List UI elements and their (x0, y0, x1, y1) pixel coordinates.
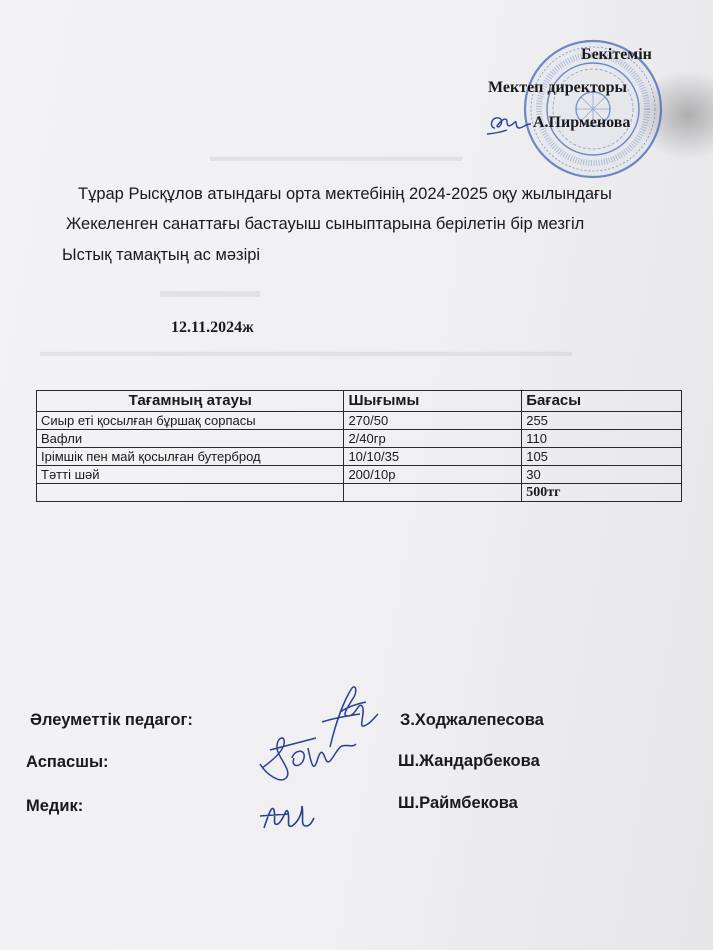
approval-label: Бекітемін (581, 46, 652, 63)
table-total-row (37, 484, 682, 502)
dish-yield: 2/40гр (344, 430, 522, 448)
dish-name: Тәтті шәй (37, 466, 344, 484)
title-line-3: Ыстық тамақтың ас мәзірі (62, 246, 261, 264)
signer-role-cook: Аспасшы: (26, 753, 109, 771)
signer-name-social-pedagogue: З.Ходжалепесова (400, 711, 544, 729)
title-line-1: Тұрар Рысқұлов атындағы орта мектебінің 2024-2025 оқу жылындағы (78, 185, 612, 203)
table-row (37, 412, 682, 430)
director-name: А.Пирменова (533, 114, 631, 131)
dish-name: Сиыр еті қосылған бұршақ сорпасы (37, 412, 344, 430)
empty-cell (344, 484, 522, 502)
bleed-through: ▬▬▬▬▬▬▬▬▬▬▬▬▬▬▬▬▬▬▬▬▬▬▬▬▬▬▬▬▬▬▬▬▬▬▬▬▬▬ (40, 345, 572, 360)
empty-cell (37, 484, 344, 502)
column-header-dish: Тағамның атауы (37, 391, 344, 412)
bleed-through: ▬▬▬▬▬▬▬▬▬▬▬▬▬▬▬▬▬▬ (210, 150, 462, 165)
column-header-price: Бағасы (522, 391, 682, 412)
dish-name: Вафли (37, 430, 344, 448)
title-line-2: Жекеленген санаттағы бастауыш сыныптарына берілетін бір мезгіл (66, 215, 585, 233)
dish-yield: 200/10р (344, 466, 522, 484)
signer-role-medic: Медик: (26, 797, 84, 815)
menu-date: 12.11.2024ж (171, 319, 254, 336)
bleed-through: ▬▬▬▬▬ (160, 280, 260, 302)
dish-price: 110 (522, 430, 682, 448)
menu-table (36, 390, 682, 502)
dish-price: 30 (522, 466, 682, 484)
dish-yield: 10/10/35 (344, 448, 522, 466)
dish-price: 255 (522, 412, 682, 430)
signer-role-social-pedagogue: Әлеуметтік педагог: (30, 711, 193, 729)
signature-medic (258, 796, 318, 834)
table-row (37, 448, 682, 466)
signature-cook (256, 728, 366, 786)
approval-position: Мектеп директоры (488, 79, 627, 96)
table-row (37, 430, 682, 448)
column-header-yield: Шығымы (344, 391, 522, 412)
table-row (37, 466, 682, 484)
dish-yield: 270/50 (344, 412, 522, 430)
dish-name: Ірімшік пен май қосылған бутерброд (37, 448, 344, 466)
director-signature (485, 110, 545, 138)
signer-name-medic: Ш.Раймбекова (398, 794, 518, 812)
table-header-row (37, 391, 682, 412)
dish-price: 105 (522, 448, 682, 466)
total-price: 500тг (522, 484, 682, 502)
signer-name-cook: Ш.Жандарбекова (398, 752, 540, 770)
